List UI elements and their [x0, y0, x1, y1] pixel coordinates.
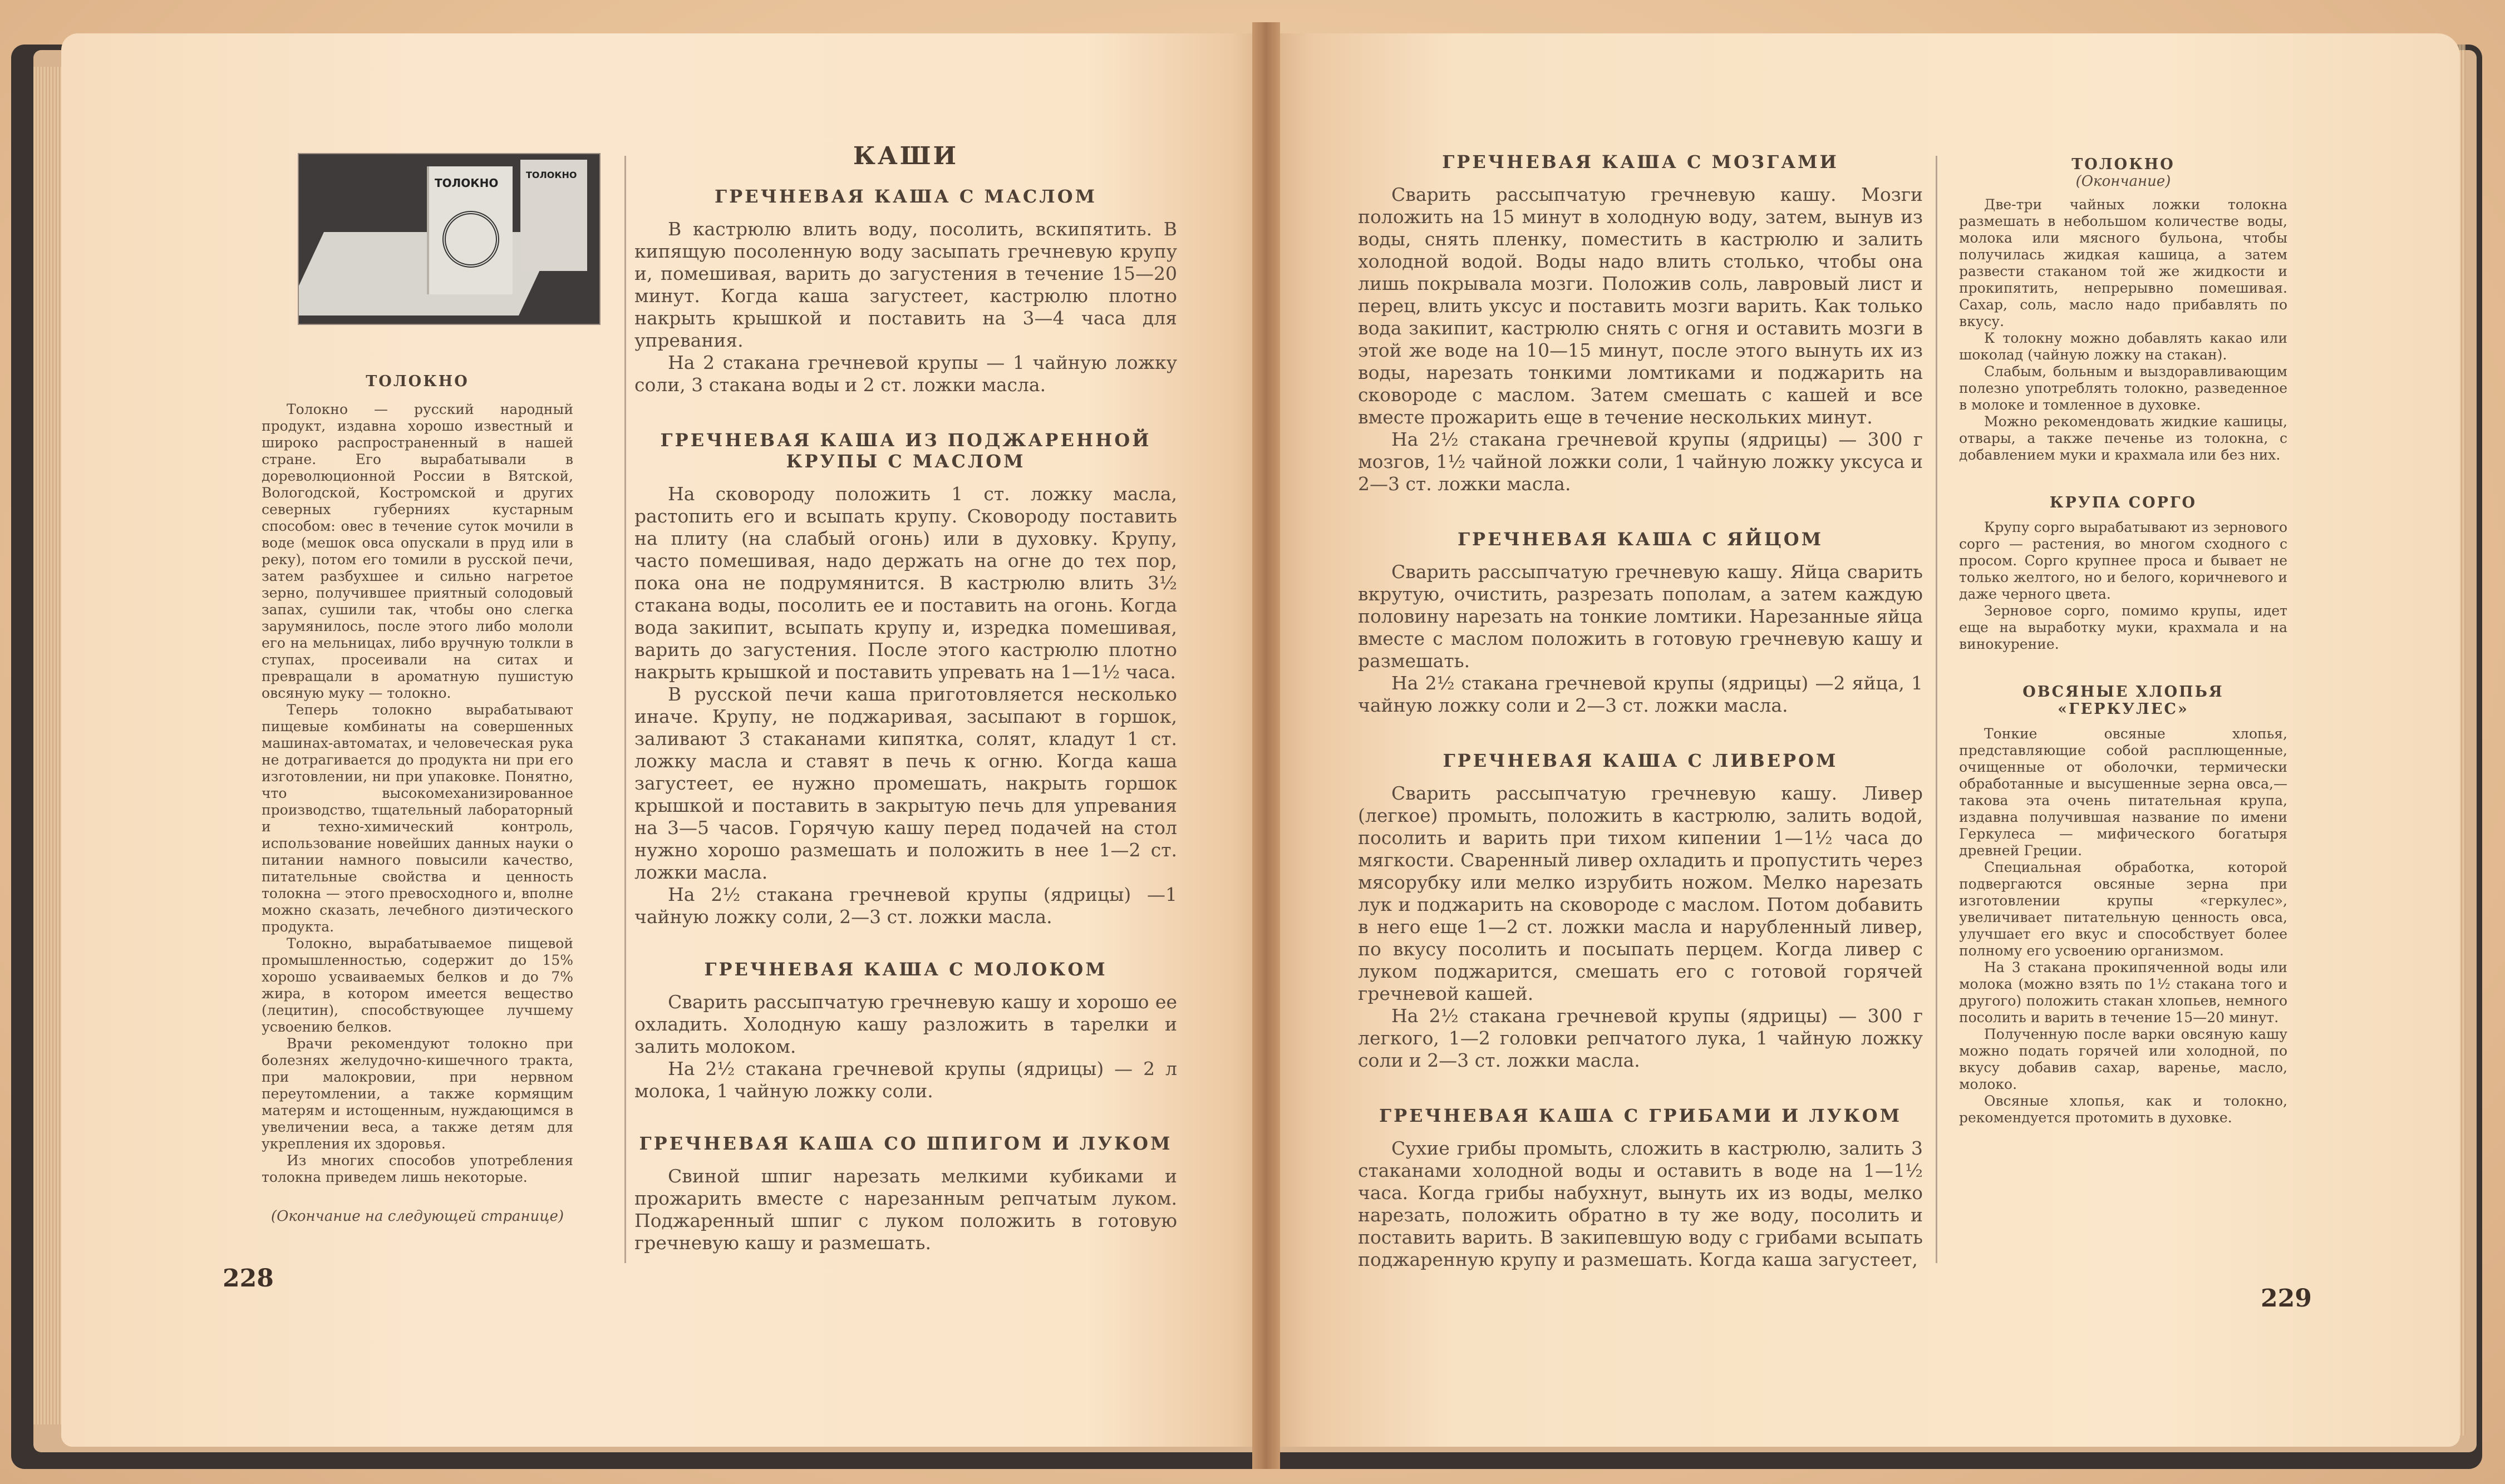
- left-sidebar: [262, 373, 573, 1225]
- recipe-title: ГРЕЧНЕВАЯ КАША С ГРИБАМИ И ЛУКОМ: [1379, 1105, 1902, 1126]
- recipe-portion: На 2½ стакана гречневой крупы (ядрицы) — 300 г легкого, 1—2 головки репчатого лука, 1 чайную ложку соли и 2—3 ст. ложки масла.: [1358, 1005, 1923, 1071]
- recipe-portion: На 2½ стакана гречневой крупы (ядрицы) —1 чайную ложку соли, 2—3 ст. ложки масла.: [634, 884, 1177, 928]
- recipe-text: Свиной шпиг нарезать мелкими кубиками и прожарить вместе с нарезанным репчатым луком. Поджаренный шпиг с луком положить в готовую гречневую кашу и размешать.: [634, 1165, 1177, 1254]
- recipe-title: ГРЕЧНЕВАЯ КАША С ЯЙЦОМ: [1457, 529, 1824, 550]
- recipe-text: Сварить рассыпчатую гречневую кашу. Яйца сварить вкрутую, очистить, разрезать пополам, а затем каждую половину нарезать на тонкие ломтики. Нарезанные яйца вместе с маслом положить в готовую гречневую кашу и размешать.: [1358, 561, 1923, 672]
- sidebar-paragraph: Зерновое сорго, помимо крупы, идет еще на выработку муки, крахмала и на винокурение.: [1959, 603, 2287, 652]
- sidebar-title: ОВСЯНЫЕ ХЛОПЬЯ «ГЕРКУЛЕС»: [2022, 683, 2224, 718]
- recipe-title: ГРЕЧНЕВАЯ КАША С МОЗГАМИ: [1442, 151, 1839, 172]
- right-main-column: [1358, 151, 1923, 1271]
- recipe-title: ГРЕЧНЕВАЯ КАША С ЛИВЕРОМ: [1443, 750, 1838, 771]
- sidebar-paragraph: Две-три чайных ложки толокна размешать в небольшом количестве воды, молока или мясного бульона, чтобы получилась жидкая кашица, а затем развести стаканом той же жидкости и прокипятить, непрерывно помешивая. Сахар, соль, масло надо прибавлять по вкусу.: [1959, 196, 2287, 329]
- book-gutter: [1252, 22, 1280, 1469]
- sidebar-title: КРУПА СОРГО: [2049, 494, 2197, 511]
- recipe-title: ГРЕЧНЕВАЯ КАША С МАСЛОМ: [715, 186, 1097, 207]
- recipe-text: Сухие грибы промыть, сложить в кастрюлю, залить 3 стаканами холодной воды и оставить в воде на 1—1½ часа. Когда грибы набухнут, вынуть их из воды, мелко нарезать, положить обратно в ту же воду, посолить и поставить варить. В закипевшую воду с грибами всыпать поджаренную крупу и размешать. Когда каша загустеет,: [1358, 1137, 1923, 1270]
- recipe-portion: На 2½ стакана гречневой крупы (ядрицы) — 300 г мозгов, 1½ чайной ложки соли, 1 чайную ложку уксуса и 2—3 ст. ложки масла.: [1358, 428, 1923, 495]
- recipe-title: ГРЕЧНЕВАЯ КАША С МОЛОКОМ: [704, 959, 1108, 980]
- page-number-left: 228: [223, 1264, 274, 1293]
- tolokno-photo: [298, 153, 601, 325]
- column-rule: [624, 156, 626, 1263]
- box-label: ТОЛОКНО: [526, 170, 577, 180]
- sidebar-title: ТОЛОКНО: [366, 373, 469, 390]
- sidebar-paragraph: Толокно, вырабатываемое пищевой промышленностью, содержит до 15% хорошо усваиваемых белков и до 7% жира, в котором имеется вещество (лецитин), способствующее лучшему усвоению белков.: [262, 935, 573, 1035]
- recipe-text: Сварить рассыпчатую гречневую кашу. Ливер (легкое) промыть, положить в кастрюлю, залить водой, посолить и варить при тихом кипении 1—1½ часа до мягкости. Сваренный ливер охладить и пропустить через мясорубку или мелко изрубить ножом. Мелко нарезать лук и поджарить на сковороде с маслом. Потом добавить в него еще 1—2 ст. ложки масла и нарубленный ливер, по вкусу посолить и посыпать перцем. Когда ливер с луком поджарится, смешать его с готовой горячей гречневой кашей.: [1358, 782, 1923, 1004]
- section-title: КАШИ: [853, 142, 959, 170]
- sidebar-paragraph: Специальная обработка, которой подвергаются овсяные зерна при изготовлении крупы «геркулес», увеличивает питательную ценность овса, улучшает его вкус и способствует более полному его усвоению организмом.: [1959, 859, 2287, 959]
- sidebar-paragraph: Из многих способов употребления толокна приведем лишь некоторые.: [262, 1152, 573, 1185]
- recipe-text: Сварить рассыпчатую гречневую кашу. Мозги положить на 15 минут в холодную воду, затем, вынув из воды, снять пленку, поместить в кастрюлю и залить холодной водой. Воды надо влить столько, чтобы она лишь покрывала мозги. Положив соль, лавровый лист и перец, влить уксус и поставить мозги варить. Как только вода закипит, кастрюлю снять с огня и оставить мозги в этой же воде на 10—15 минут, после этого вынуть их из воды, нарезать тонкими ломтиками и поджарить на сковороде с маслом. Затем смешать с кашей и все вместе прожарить еще в течение нескольких минут.: [1358, 184, 1923, 428]
- sidebar-paragraph: К толокну можно добавлять какао или шоколад (чайную ложку на стакан).: [1959, 330, 2287, 363]
- recipe-text: Сварить рассыпчатую гречневую кашу и хорошо ее охладить. Холодную кашу разложить в тарелки и залить молоком.: [634, 991, 1177, 1057]
- sidebar-paragraph: Врачи рекомендуют толокно при болезнях желудочно-кишечного тракта, при малокровии, при нервном переутомлении, а также кормящим матерям и истощенным, нуждающимся в увеличении веса, а также детям для укрепления их здоровья.: [262, 1036, 573, 1152]
- box-emblem-icon: [442, 211, 499, 268]
- recipe-portion: На 2 стакана гречневой крупы — 1 чайную ложку соли, 3 стакана воды и 2 ст. ложки масла.: [634, 352, 1177, 396]
- sidebar-title: ТОЛОКНО: [2071, 156, 2175, 173]
- sidebar-paragraph: Овсяные хлопья, как и толокно, рекомендуется протомить в духовке.: [1959, 1093, 2287, 1126]
- sidebar-paragraph: Слабым, больным и выздоравливающим полезно употреблять толокно, разведенное в молоке и томленное в духовке.: [1959, 363, 2287, 413]
- box-label: ТОЛОКНО: [435, 176, 499, 190]
- sidebar-subtitle: (Окончание): [2075, 173, 2171, 190]
- recipe-title: ГРЕЧНЕВАЯ КАША ИЗ ПОДЖАРЕННОЙ КРУПЫ С МАСЛОМ: [660, 430, 1151, 472]
- recipe-portion: На 2½ стакана гречневой крупы (ядрицы) —2 яйца, 1 чайную ложку соли и 2—3 ст. ложки масла.: [1358, 672, 1923, 716]
- recipe-text: В кастрюлю влить воду, посолить, вскипятить. В кипящую посоленную воду засыпать гречневую крупу и, помешивая, варить до загустения в течение 15—20 минут. Когда каша загустеет, кастрюлю плотно накрыть крышкой и поставить на 3—4 часа для упревания.: [634, 218, 1177, 351]
- tolokno-box-large: [427, 166, 513, 294]
- sidebar-paragraph: Можно рекомендовать жидкие кашицы, отвары, а также печенье из толокна, с добавлением муки и крахмала или без них.: [1959, 413, 2287, 463]
- recipe-portion: На 2½ стакана гречневой крупы (ядрицы) — 2 л молока, 1 чайную ложку соли.: [634, 1058, 1177, 1102]
- column-rule: [1936, 156, 1937, 1263]
- sidebar-paragraph: На 3 стакана прокипяченной воды или молока (можно взять по 1½ стакана того и другого) положить стакан хлопьев, немного посолить и варить в течение 15—20 минут.: [1959, 959, 2287, 1026]
- right-sidebar: [1959, 156, 2287, 1126]
- sidebar-paragraph: Теперь толокно вырабатывают пищевые комбинаты на совершенных машинах-автоматах, и человеческая рука не дотрагивается до продукта ни при его изготовлении, ни при упаковке. Понятно, что высокомеханизированное производство, тщательный лабораторный и техно-химический контроль, использование новейших данных науки о питании намного повысили качество, питательные свойства и ценность толокна — этого превосходного и, вполне можно сказать, лечебного диэтического продукта.: [262, 702, 573, 935]
- recipe-text: На сковороду положить 1 ст. ложку масла, растопить его и всыпать крупу. Сковороду поставить на плиту (на слабый огонь) или в духовку. Крупу, часто помешивая, надо держать на огне до тех пор, пока она не подрумянится. В кастрюлю влить 3½ стакана воды, посолить ее и поставить на огонь. Когда вода закипит, всыпать крупу и, изредка помешивая, варить до загустения. После этого кастрюлю плотно накрыть крышкой и поставить упревать на 1—1½ часа.: [634, 483, 1177, 683]
- continued-note: (Окончание на следующей странице): [270, 1208, 564, 1225]
- tolokno-box-small: [520, 160, 587, 271]
- page-number-right: 229: [2261, 1284, 2312, 1313]
- left-main-column: [634, 142, 1177, 1254]
- sidebar-paragraph: Полученную после варки овсяную кашу можно подать горячей или холодной, по вкусу добавив сахар, варенье, масло, молоко.: [1959, 1026, 2287, 1092]
- sidebar-paragraph: Тонкие овсяные хлопья, представляющие собой расплющенные, очищенные от оболочки, термически обработанные и высушенные зерна овса,— такова эта очень питательная крупа, издавна получившая название по имени Геркулеса — мифического богатыря древней Греции.: [1959, 726, 2287, 859]
- recipe-title: ГРЕЧНЕВАЯ КАША СО ШПИГОМ И ЛУКОМ: [639, 1133, 1173, 1154]
- recipe-text: В русской печи каша приготовляется несколько иначе. Крупу, не поджаривая, засыпают в горшок, заливают 3 стаканами кипятка, солят, кладут 1 ст. ложку масла и ставят в печь к огню. Когда каша загустеет, ее нужно промешать, накрыть горшок крышкой и поставить в закрытую печь для упревания на 3—5 часов. Горячую кашу перед подачей на стол нужно хорошо размешать и положить в нее 1—2 ст. ложки масла.: [634, 683, 1177, 883]
- sidebar-paragraph: Толокно — русский народный продукт, издавна хорошо известный и широко распространенный в нашей стране. Его вырабатывали в дореволюционной России в Вятской, Вологодской, Костромской и других северных губерниях кустарным способом: овес в течение суток мочили в воде (мешок овса опускали в пруд или в реку), потом его томили в русской печи, затем разбухшее и сильно нагретое зерно, получившее приятный солодовый запах, сушили так, чтобы оно слегка зарумянилось, после этого либо мололи его на мельницах, либо вручную толкли в ступах, просеивали на ситах и превращали в ароматную пушистую овсяную муку — толокно.: [262, 401, 573, 701]
- sidebar-paragraph: Крупу сорго вырабатывают из зернового сорго — растения, во многом сходного с просом. Сорго крупнее проса и бывает не только желтого, но и белого, коричневого и даже черного цвета.: [1959, 519, 2287, 602]
